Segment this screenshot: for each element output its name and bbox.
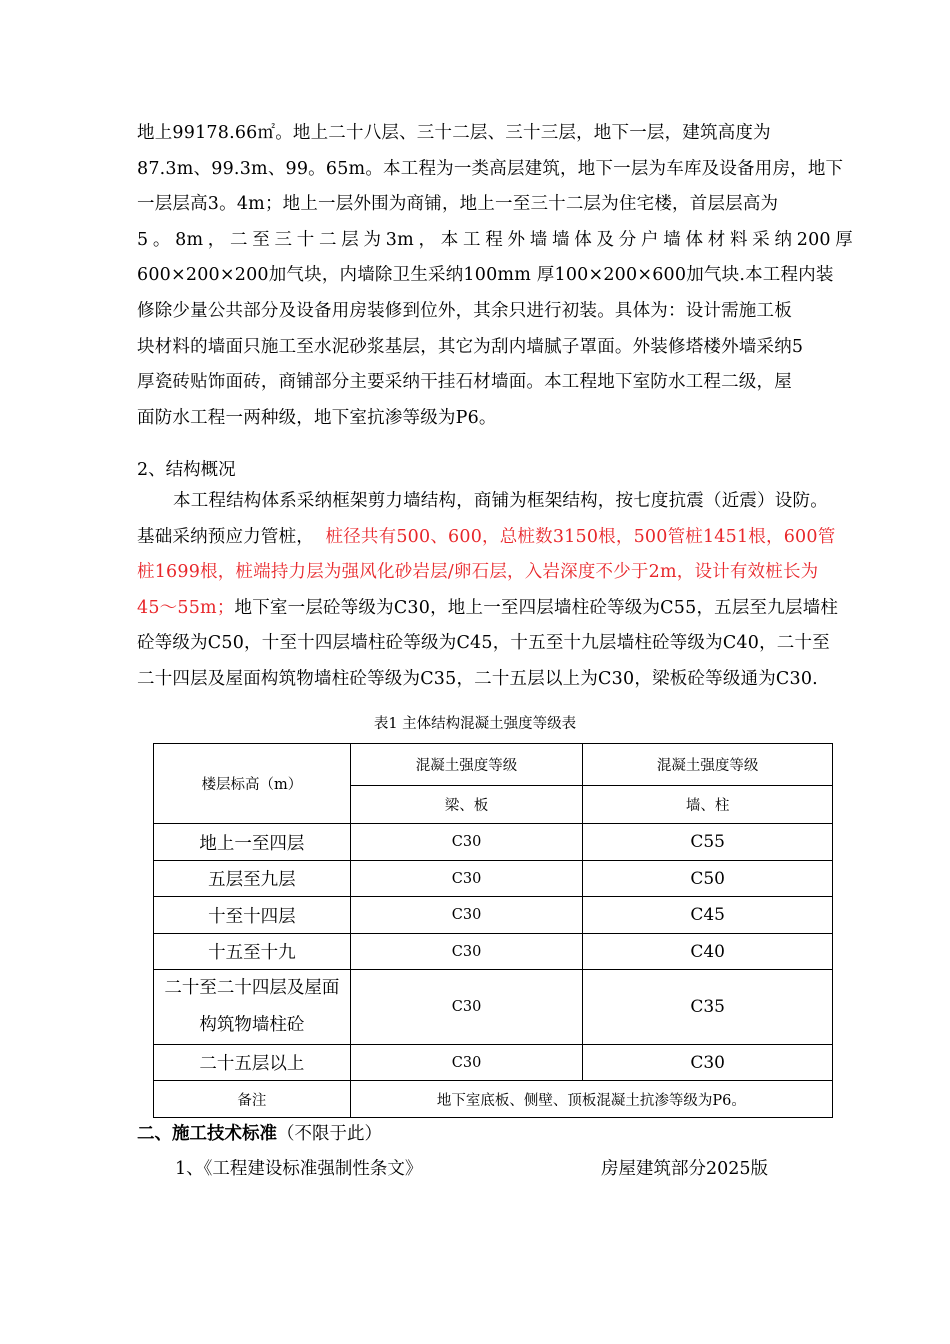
wall-grade-cell: C30	[583, 1045, 833, 1081]
table-row	[154, 934, 833, 970]
paragraph-line: 地上99178.66㎡。地上二十八层、三十二层、三十三层，地下一层，建筑高度为	[137, 123, 771, 143]
standards-heading-text: 二、施工技术标准	[137, 1124, 277, 1144]
paragraph-line: 87.3m、99.3m、99。65m。本工程为一类高层建筑，地下一层为车库及设备用房，地下	[137, 158, 844, 179]
floor-cell: 二十至二十四层及屋面构筑物墙柱砼	[154, 970, 351, 1045]
paragraph-line: 砼等级为C50，十至十四层墙柱砼等级为C45，十五至十九层墙柱砼等级为C40，二十至	[137, 633, 830, 654]
paragraph-line	[137, 591, 853, 627]
table-row	[154, 970, 833, 1045]
subheader-wall-column: 墙、柱	[583, 786, 833, 824]
paragraph-line: 厚瓷砖贴饰面砖，商铺部分主要采纳干挂石材墙面。本工程地下室防水工程二级，屋	[137, 372, 792, 393]
wall-grade-cell: C55	[583, 824, 833, 861]
beam-grade-cell: C30	[350, 934, 583, 970]
table-header-row	[154, 744, 833, 786]
paragraph-line: 本工程结构体系采纳框架剪力墙结构，商铺为框架结构，按七度抗震（近震）设防。	[173, 491, 828, 511]
header-floor-elevation: 楼层标高（m）	[154, 744, 351, 824]
wall-grade-cell: C35	[583, 970, 833, 1045]
paragraph-line: 块材料的墙面只施工至水泥砂浆基层，其它为刮内墙腻子罩面。外装修塔楼外墙采纳5	[137, 336, 804, 357]
paragraph-line: 5。8m，二至三十二层为3m，本工程外墙墙体及分户墙体材料采纳200厚	[137, 229, 853, 250]
paragraph-line: 二十四层及屋面构筑物墙柱砼等级为C35，二十五层以上为C30，梁板砼等级通为C30.	[137, 668, 818, 689]
header-concrete-grade-1: 混凝土强度等级	[350, 744, 583, 786]
wall-grade-cell: C50	[583, 861, 833, 897]
structure-overview-paragraph	[137, 484, 853, 698]
pile-highlight-text: 桩1699根，桩端持力层为强风化砂岩层/卵石层，入岩深度不少于2m，设计有效桩长为	[137, 562, 819, 583]
floor-cell: 二十五层以上	[154, 1045, 351, 1081]
building-overview-paragraph	[137, 116, 853, 436]
section-heading-standards	[137, 1120, 382, 1145]
section-heading-structure: 2、结构概况	[137, 460, 236, 480]
note-label-cell: 备注	[154, 1081, 351, 1118]
note-text-cell: 地下室底板、侧壁、顶板混凝土抗渗等级为P6。	[350, 1081, 832, 1118]
beam-grade-cell: C30	[350, 824, 583, 861]
table-row	[154, 861, 833, 897]
subheader-beam-slab: 梁、板	[350, 786, 583, 824]
paragraph-line: 一层层高3。4m；地上一层外围为商铺，地上一至三十二层为住宅楼，首层层高为	[137, 194, 779, 215]
table-note-row	[154, 1081, 833, 1118]
pile-highlight-text: 桩径共有500、600，总桩数3150根，500管桩1451根，600管	[325, 526, 836, 547]
floor-cell: 十至十四层	[154, 897, 351, 934]
floor-cell: 十五至十九	[154, 934, 351, 970]
header-concrete-grade-2: 混凝土强度等级	[583, 744, 833, 786]
paragraph-line: 面防水工程一两种级，地下室抗渗等级为P6。	[137, 407, 497, 428]
pile-length-text: 45～55m；	[137, 597, 235, 618]
pile-intro-text: 基础采纳预应力管桩，	[137, 526, 314, 547]
concrete-grade-text: 地下室一层砼等级为C30，地上一至四层墙柱砼等级为C55，五层至九层墙柱	[234, 597, 839, 618]
table-caption: 表1 主体结构混凝土强度等级表	[373, 716, 577, 732]
table-row	[154, 1045, 833, 1081]
floor-cell: 地上一至四层	[154, 824, 351, 861]
beam-grade-cell: C30	[350, 1045, 583, 1081]
beam-grade-cell: C30	[350, 897, 583, 934]
table-row	[154, 897, 833, 934]
concrete-strength-table	[153, 743, 833, 1118]
wall-grade-cell: C40	[583, 934, 833, 970]
paragraph-line: 600×200×200加气块，内墙除卫生采纳100mm 厚100×200×600加气块.本工程内装	[137, 265, 834, 286]
standards-heading-note: （不限于此）	[277, 1124, 382, 1144]
table-row	[154, 824, 833, 861]
paragraph-line	[137, 520, 853, 556]
standard-item-title: 1、《工程建设标准强制性条文》	[175, 1159, 423, 1179]
floor-cell: 五层至九层	[154, 861, 351, 897]
beam-grade-cell: C30	[350, 861, 583, 897]
standard-item-edition: 房屋建筑部分2025版	[601, 1159, 769, 1179]
wall-grade-cell: C45	[583, 897, 833, 934]
paragraph-line: 修除少量公共部分及设备用房装修到位外，其余只进行初装。具体为：设计需施工板	[137, 300, 792, 321]
beam-grade-cell: C30	[350, 970, 583, 1045]
